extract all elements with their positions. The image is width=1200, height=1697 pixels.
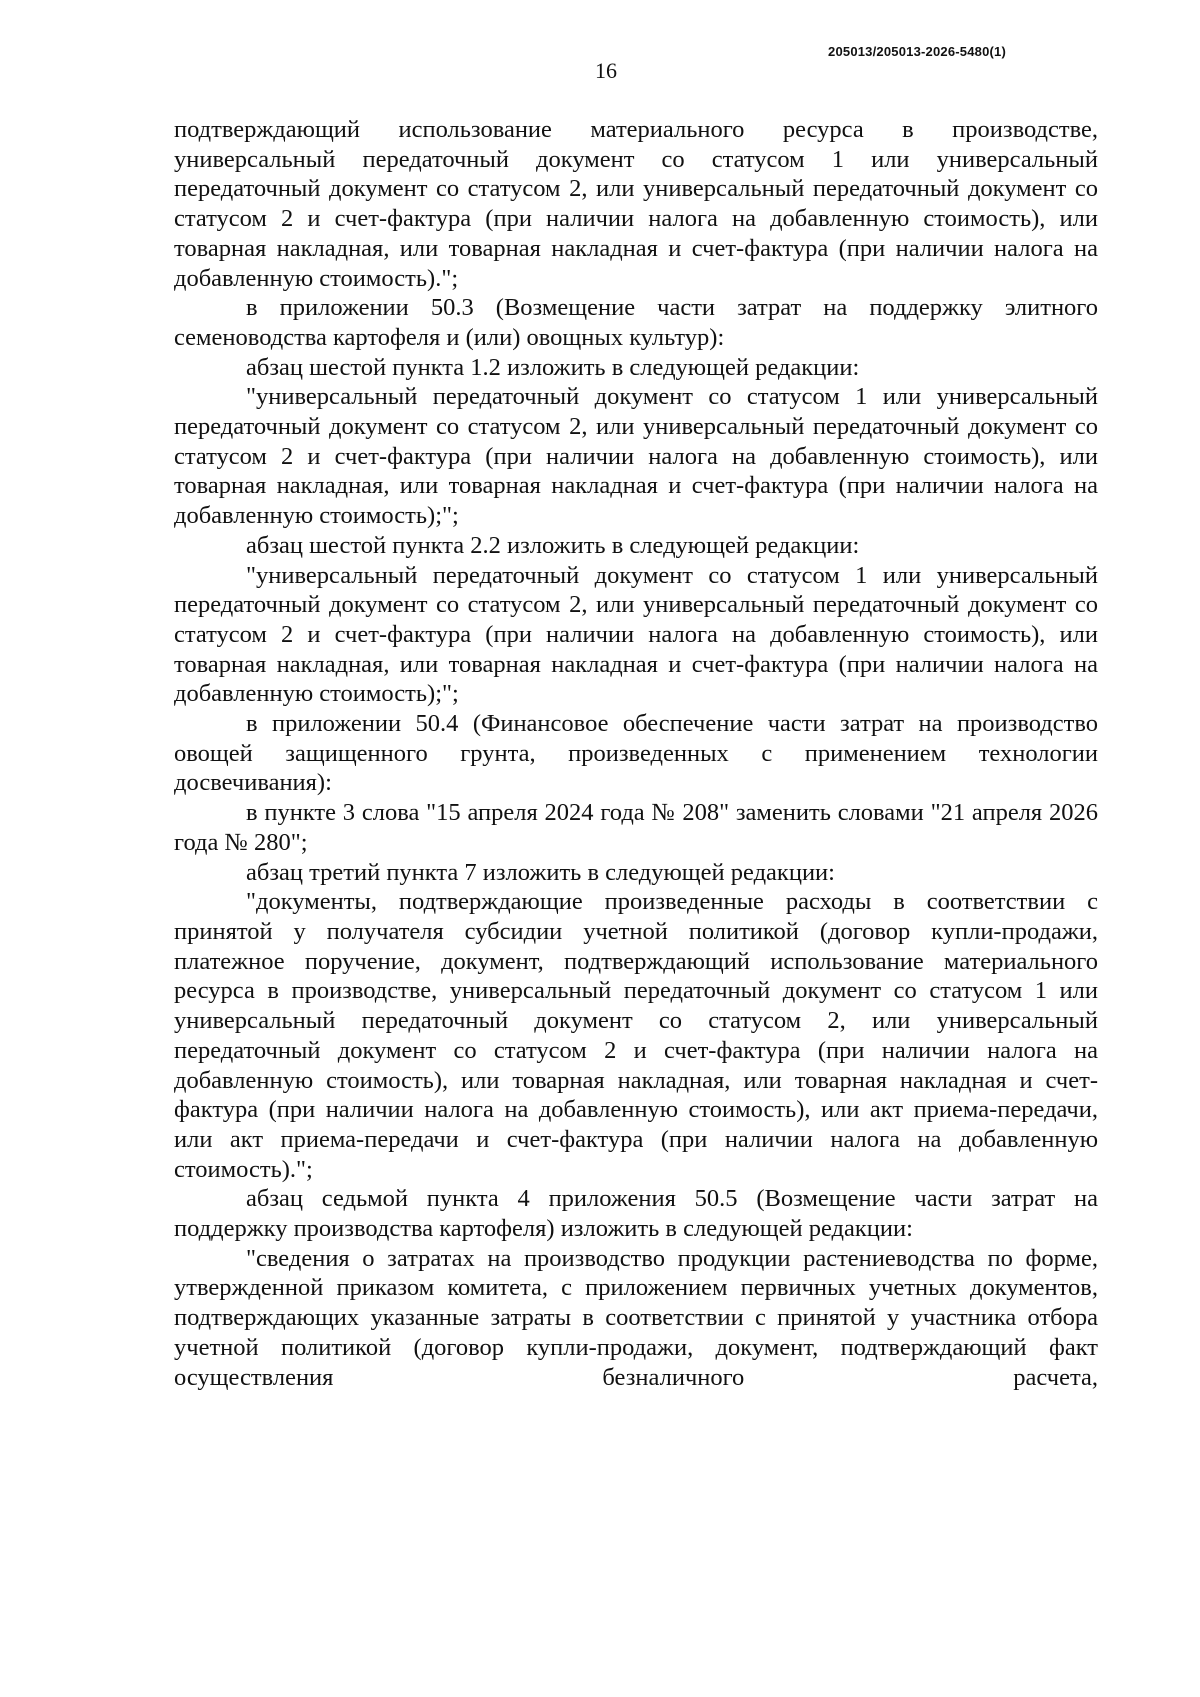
page-number: 16 [595,58,617,83]
paragraph-appendix-50-5-text: "сведения о затратах на производство продукции растениеводства по форме, утвержденной приказом комитета, с приложением первичных учетных документов, подтверждающих указанные затраты в соответствии с принятой у участника отбора учетной политикой (договор купли-продажи, документ, подтверждающий факт осуществления безналичного расчета, [174,1244,1098,1391]
document-registration-number: 205013/205013-2026-5480(1) [828,44,1006,59]
paragraph-continuation: подтверждающий использование материального ресурса в производстве, универсальный передаточный документ со статусом 1 или универсальный передаточный документ со статусом 2, или универсальный передаточный документ со статусом 2 и счет-фактура (при наличии налога на добавленную стоимость), или товарная накладная, или товарная накладная и счет-фактура (при наличии налога на добавленную стоимость)."; [174,116,1098,292]
paragraph-appendix-50-4: в приложении 50.4 (Финансовое обеспечение части затрат на производство овощей защищенного грунта, произведенных с применением технологии досвечивания): [174,710,1098,797]
paragraph-clause-2-2: абзац шестой пункта 2.2 изложить в следующей редакции: [246,531,860,559]
paragraph-clause-7: абзац третий пункта 7 изложить в следующей редакции: [246,858,835,886]
paragraph-clause-7-text: "документы, подтверждающие произведенные расходы в соответствии с принятой у получателя субсидии учетной политикой (договор купли-продажи, платежное поручение, документ, подтверждающий использование материального ресурса в производстве, универсальный передаточный документ со статусом 1 или универсальный передаточный документ со статусом 2, или универсальный передаточный документ со статусом 2 и счет-фактура (при наличии налога на добавленную стоимость), или товарная накладная, или товарная накладная и счет-фактура (при наличии налога на добавленную стоимость), или акт приема-передачи, или акт приема-передачи и счет-фактура (при наличии налога на добавленную стоимость)."; [174,888,1098,1183]
document-body [174,115,1098,1392]
paragraph-clause-1-2-text: "универсальный передаточный документ со статусом 1 или универсальный передаточный документ со статусом 2, или универсальный передаточный документ со статусом 2 и счет-фактура (при наличии налога на добавленную стоимость), или товарная накладная, или товарная накладная и счет-фактура (при наличии налога на добавленную стоимость);"; [174,383,1098,530]
paragraph-appendix-50-3: в приложении 50.3 (Возмещение части затрат на поддержку элитного семеноводства картофеля и (или) овощных культур): [174,294,1098,351]
paragraph-clause-1-2: абзац шестой пункта 1.2 изложить в следующей редакции: [246,353,860,381]
paragraph-appendix-50-5: абзац седьмой пункта 4 приложения 50.5 (Возмещение части затрат на поддержку производства картофеля) изложить в следующей редакции: [174,1185,1098,1243]
paragraph-clause-2-2-text: "универсальный передаточный документ со статусом 1 или универсальный передаточный документ со статусом 2, или универсальный передаточный документ со статусом 2 и счет-фактура (при наличии налога на добавленную стоимость), или товарная накладная, или товарная накладная и счет-фактура (при наличии налога на добавленную стоимость);"; [174,561,1098,708]
paragraph-clause-3-replacement: в пункте 3 слова "15 апреля 2024 года № 208" заменить словами "21 апреля 2026 года № 280"; [174,799,1098,856]
